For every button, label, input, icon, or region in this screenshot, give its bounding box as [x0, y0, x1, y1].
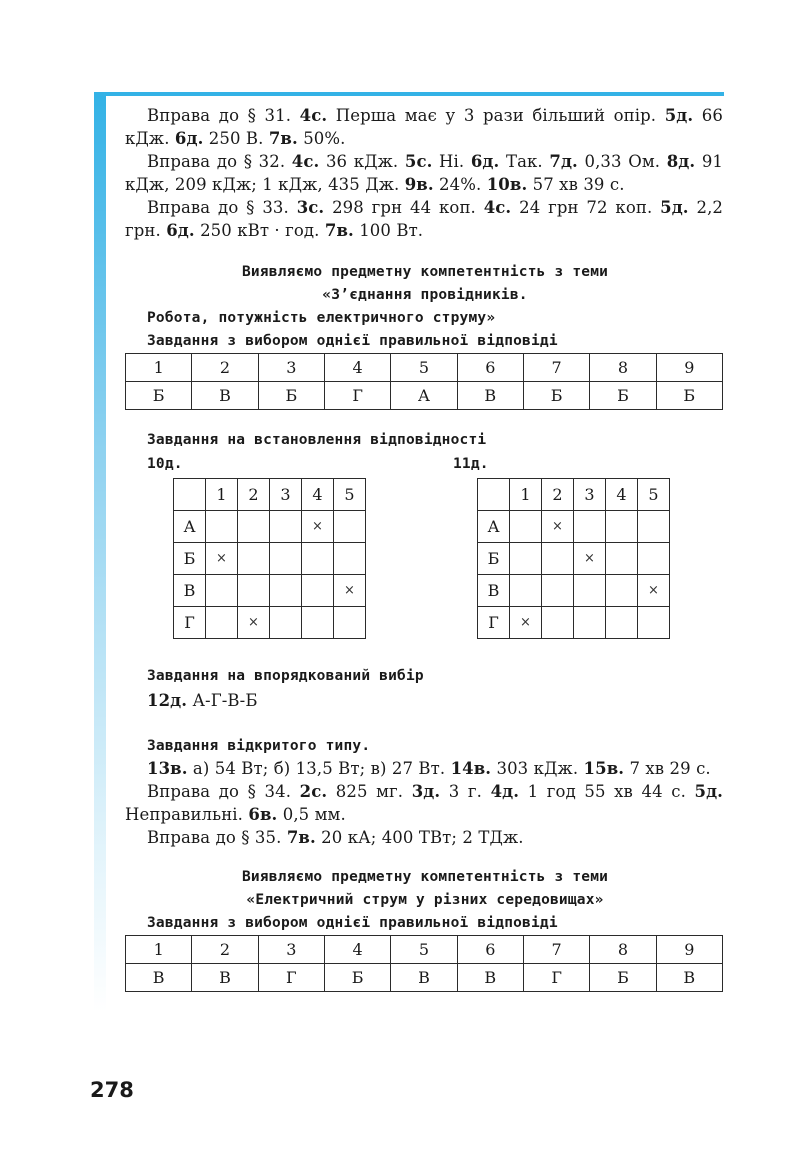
grid-empty-cell: [270, 607, 302, 639]
open-task-title: Завдання відкритого типу.: [147, 738, 371, 754]
grid-empty-cell: [510, 575, 542, 607]
grid-cross-mark: ×: [510, 607, 542, 639]
answer-letter: В: [192, 382, 258, 410]
grid-cross-mark: ×: [334, 575, 366, 607]
matching-title: Завдання на встановлення відповідності: [147, 432, 487, 448]
grid-empty-cell: [574, 511, 606, 543]
answer-text: 7 хв 29 с.: [624, 759, 711, 778]
answer-number: 8: [590, 354, 656, 382]
grid-column-number: 1: [510, 479, 542, 511]
answer-letter: В: [656, 964, 722, 992]
grid-cross-mark: ×: [302, 511, 334, 543]
exercise-31-answers: [125, 104, 723, 150]
answer-text: 3 г.: [440, 782, 491, 801]
grid-row-letter: Б: [478, 543, 510, 575]
grid-header-row: [478, 479, 670, 511]
exercise-35-answers: [125, 826, 723, 849]
answer-number: 7: [523, 936, 589, 964]
matching-grid-11: [477, 478, 670, 639]
answer-letter: А: [391, 382, 457, 410]
answer-table-numbers-row: [126, 354, 723, 382]
grid-column-number: 1: [206, 479, 238, 511]
grid-cross-mark: ×: [542, 511, 574, 543]
answer-text: 2,2 грн.: [125, 198, 724, 240]
answer-letter: Б: [590, 964, 656, 992]
grid-empty-cell: [238, 575, 270, 607]
grid-column-number: 5: [638, 479, 670, 511]
answer-text: Ні.: [432, 152, 471, 171]
task-number: 4с.: [299, 106, 328, 125]
answer-table-letters-row: [126, 382, 723, 410]
grid-header-row: [174, 479, 366, 511]
header-accent-bar: [94, 92, 724, 96]
answer-text: Вправа до § 34.: [147, 782, 300, 801]
section2-single-choice-title: Завдання з вибором однієї правильної відповіді: [147, 915, 558, 931]
grid-empty-cell: [206, 607, 238, 639]
answer-table-numbers-row: [126, 936, 723, 964]
grid-empty-cell: [638, 511, 670, 543]
task-number: 15в.: [583, 759, 625, 778]
grid-row-letter: А: [478, 511, 510, 543]
answer-text: 57 хв 39 с.: [527, 175, 625, 194]
grid-empty-cell: [334, 607, 366, 639]
grid-cross-mark: ×: [574, 543, 606, 575]
section1-heading-line2: «З’єднання провідників.: [322, 287, 528, 303]
answer-letter: Г: [258, 964, 324, 992]
grid-empty-cell: [510, 511, 542, 543]
task-number: 3с.: [296, 198, 325, 217]
answer-number: 9: [656, 354, 722, 382]
task-number: 5с.: [404, 152, 433, 171]
task-number: 5д.: [660, 198, 689, 217]
section1-heading-line3: Робота, потужність електричного струму»: [147, 310, 496, 326]
answer-number: 1: [126, 354, 192, 382]
grid-row-letter: В: [174, 575, 206, 607]
answer-table-letters-row: [126, 964, 723, 992]
grid-corner-cell: [478, 479, 510, 511]
grid-row: [174, 543, 366, 575]
section1-single-choice-title: Завдання з вибором однієї правильної відповіді: [147, 333, 558, 349]
section1-heading-line1: Виявляємо предметну компетентність з теми: [241, 264, 609, 280]
task-number: 4д.: [490, 782, 520, 801]
grid-empty-cell: [238, 543, 270, 575]
grid-row-letter: В: [478, 575, 510, 607]
grid-row-letter: Г: [174, 607, 206, 639]
grid-column-number: 4: [302, 479, 334, 511]
answer-text: Вправа до § 31.: [147, 106, 300, 125]
answer-letter: Б: [258, 382, 324, 410]
task-number: 10в.: [486, 175, 528, 194]
answer-number: 6: [457, 936, 523, 964]
grid-empty-cell: [206, 511, 238, 543]
grid-row: [174, 511, 366, 543]
answer-text: а) 54 Вт; б) 13,5 Вт; в) 27 Вт.: [187, 759, 451, 778]
answer-text: Вправа до § 35.: [147, 828, 287, 847]
exercise-33-answers: [125, 196, 723, 242]
grid-column-number: 5: [334, 479, 366, 511]
task-number: 6в.: [248, 805, 278, 824]
task-number: 7в.: [286, 828, 316, 847]
answer-text: 825 мг.: [327, 782, 412, 801]
answer-number: 2: [192, 936, 258, 964]
answer-letter: Г: [324, 382, 390, 410]
grid-cross-mark: ×: [638, 575, 670, 607]
task-number: 6д.: [174, 129, 204, 148]
task-number: 3д.: [411, 782, 441, 801]
grid-row: [174, 575, 366, 607]
open-task-answers: [125, 757, 723, 780]
exercise-32-answers: [125, 150, 723, 196]
answer-text: Так.: [499, 152, 550, 171]
grid-empty-cell: [606, 607, 638, 639]
grid-row: [478, 543, 670, 575]
task-number: 7в.: [268, 129, 298, 148]
answer-number: 5: [391, 354, 457, 382]
answer-text: 0,5 мм.: [277, 805, 346, 824]
grid-column-number: 2: [238, 479, 270, 511]
exercise-34-answers: [125, 780, 723, 826]
answer-text: Вправа до § 33.: [147, 198, 297, 217]
answer-text: 24 грн 72 коп.: [511, 198, 661, 217]
grid-row-letter: Б: [174, 543, 206, 575]
grid-empty-cell: [270, 511, 302, 543]
answer-number: 9: [656, 936, 722, 964]
grid-row: [478, 607, 670, 639]
grid-empty-cell: [606, 575, 638, 607]
answer-letter: Б: [590, 382, 656, 410]
grid-empty-cell: [302, 543, 334, 575]
task-number: 7д.: [549, 152, 578, 171]
grid-column-number: 3: [270, 479, 302, 511]
answer-text: Неправильні.: [125, 805, 249, 824]
task-number: 9в.: [404, 175, 434, 194]
answer-letter: Г: [523, 964, 589, 992]
answer-letter: В: [192, 964, 258, 992]
grid-empty-cell: [606, 543, 638, 575]
ordered-choice-title: Завдання на впорядкований вибір: [147, 668, 424, 684]
grid-empty-cell: [542, 543, 574, 575]
task-number: 5д.: [694, 782, 724, 801]
grid-row: [478, 511, 670, 543]
grid-empty-cell: [574, 575, 606, 607]
answer-text: 36 кДж.: [319, 152, 405, 171]
answer-letter: В: [457, 382, 523, 410]
answer-number: 6: [457, 354, 523, 382]
matching-grid-10: [173, 478, 366, 639]
grid-cross-mark: ×: [206, 543, 238, 575]
grid-empty-cell: [270, 575, 302, 607]
grid-empty-cell: [542, 575, 574, 607]
answer-text: 91 кДж, 209 кДж; 1 кДж, 435 Дж.: [125, 152, 724, 194]
answer-number: 3: [258, 936, 324, 964]
section2-answer-table: [125, 935, 723, 992]
answer-text: Перша має у 3 рази більший опір.: [327, 106, 665, 125]
ordered-choice-label: 12д.: [147, 691, 188, 710]
answer-text: Вправа до § 32.: [147, 152, 292, 171]
grid-row-letter: Г: [478, 607, 510, 639]
grid-empty-cell: [270, 543, 302, 575]
ordered-choice-value: А-Г-В-Б: [187, 691, 258, 710]
answer-text: 1 год 55 хв 44 с.: [519, 782, 695, 801]
task-number: 6д.: [166, 221, 195, 240]
section2-heading-line1: Виявляємо предметну компетентність з теми: [241, 869, 609, 885]
answer-letter: Б: [523, 382, 589, 410]
grid-empty-cell: [302, 607, 334, 639]
answer-text: 50%.: [297, 129, 346, 148]
task-number: 2с.: [299, 782, 328, 801]
answer-text: 298 грн 44 коп.: [324, 198, 484, 217]
answer-letter: Б: [324, 964, 390, 992]
grid-row: [174, 607, 366, 639]
margin-accent-bar: [94, 92, 106, 1012]
task-number: 14в.: [450, 759, 492, 778]
section1-answer-table: [125, 353, 723, 410]
matching-11-label: 11д.: [453, 456, 489, 472]
answer-text: 20 кА; 400 ТВт; 2 ТДж.: [315, 828, 524, 847]
grid-column-number: 3: [574, 479, 606, 511]
answer-text: 303 кДж.: [491, 759, 584, 778]
answer-number: 4: [324, 936, 390, 964]
answer-text: 0,33 Ом.: [577, 152, 667, 171]
answer-letter: В: [457, 964, 523, 992]
grid-empty-cell: [334, 511, 366, 543]
grid-column-number: 4: [606, 479, 638, 511]
grid-empty-cell: [606, 511, 638, 543]
grid-row-letter: А: [174, 511, 206, 543]
answer-text: 250 В.: [203, 129, 269, 148]
grid-corner-cell: [174, 479, 206, 511]
page-number: 278: [90, 1078, 134, 1102]
task-number: 7в.: [324, 221, 354, 240]
answer-letter: В: [391, 964, 457, 992]
grid-column-number: 2: [542, 479, 574, 511]
task-number: 5д.: [664, 106, 694, 125]
answer-text: 100 Вт.: [353, 221, 424, 240]
task-number: 8д.: [666, 152, 696, 171]
grid-empty-cell: [638, 543, 670, 575]
answer-number: 7: [523, 354, 589, 382]
task-number: 6д.: [470, 152, 500, 171]
answer-number: 5: [391, 936, 457, 964]
grid-cross-mark: ×: [238, 607, 270, 639]
answer-number: 3: [258, 354, 324, 382]
grid-empty-cell: [542, 607, 574, 639]
grid-row: [478, 575, 670, 607]
task-number: 13в.: [147, 759, 188, 778]
answer-number: 4: [324, 354, 390, 382]
task-number: 4с.: [483, 198, 512, 217]
answer-text: 250 кВт · год.: [194, 221, 325, 240]
task-number: 4с.: [291, 152, 320, 171]
grid-empty-cell: [574, 607, 606, 639]
grid-empty-cell: [334, 543, 366, 575]
answer-number: 1: [126, 936, 192, 964]
answer-letter: Б: [126, 382, 192, 410]
grid-empty-cell: [238, 511, 270, 543]
answer-letter: В: [126, 964, 192, 992]
matching-10-label: 10д.: [147, 456, 183, 472]
answer-number: 2: [192, 354, 258, 382]
grid-empty-cell: [206, 575, 238, 607]
grid-empty-cell: [302, 575, 334, 607]
answer-text: 24%.: [433, 175, 487, 194]
grid-empty-cell: [638, 607, 670, 639]
answer-letter: Б: [656, 382, 722, 410]
grid-empty-cell: [510, 543, 542, 575]
answer-text: 66 кДж.: [125, 106, 724, 148]
ordered-choice-answer: [147, 689, 258, 712]
section2-heading-line2: «Електричний струм у різних середовищах»: [246, 892, 604, 908]
answer-number: 8: [590, 936, 656, 964]
